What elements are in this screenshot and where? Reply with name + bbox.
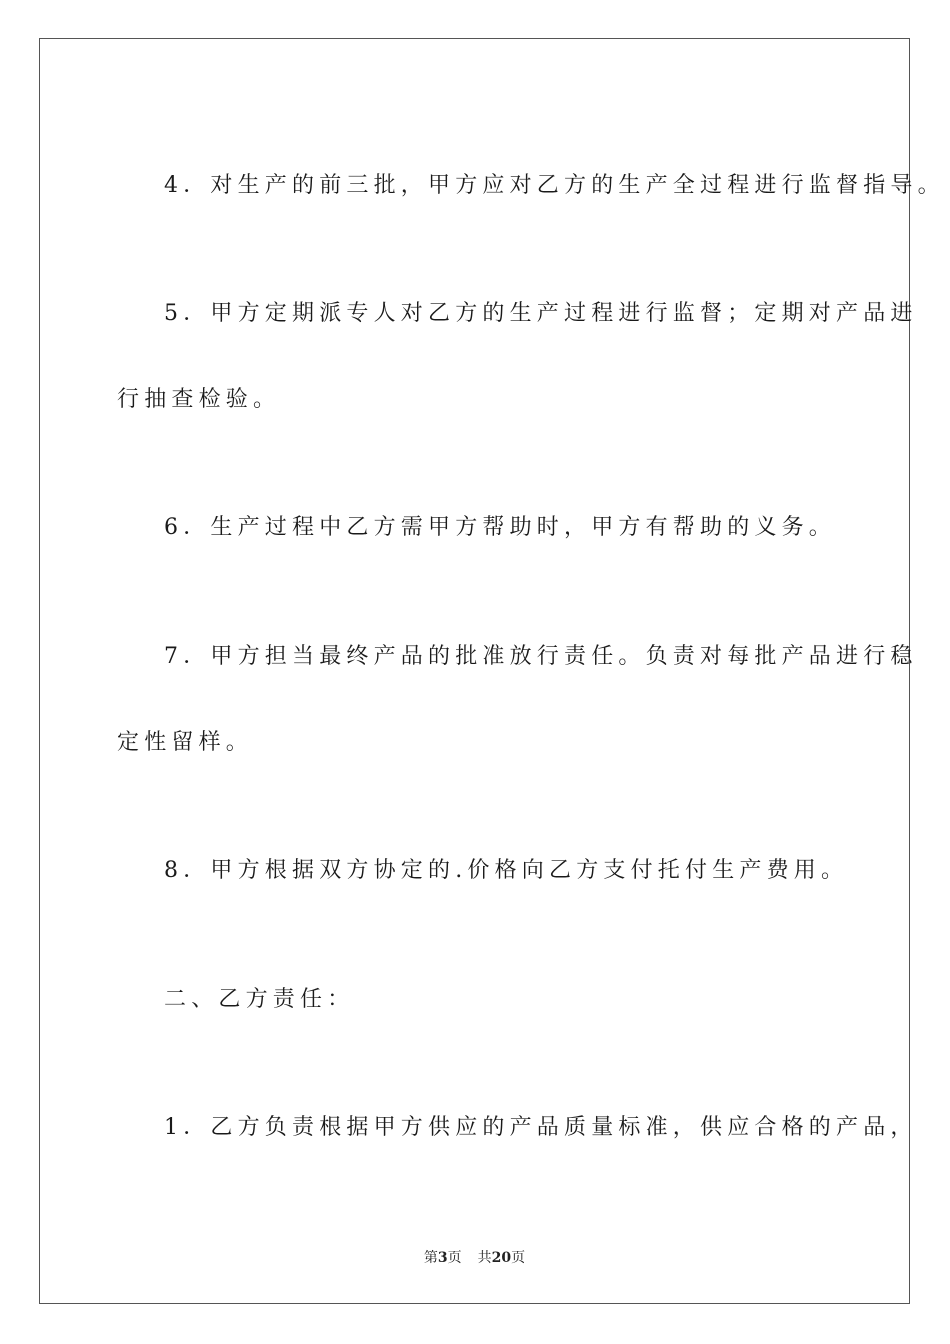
page-frame	[39, 38, 945, 1304]
paragraph-line: 6．生产过程中乙方需甲方帮助时，甲方有帮助的义务。	[164, 515, 836, 540]
paragraph-line: 定性留样。	[117, 730, 254, 755]
total-pages-label: 共20页	[477, 1250, 526, 1266]
page-footer	[40, 1249, 909, 1267]
paragraph-line: 4．对生产的前三批，甲方应对乙方的生产全过程进行监督指导。	[164, 173, 945, 198]
paragraph-line: 1．乙方负责根据甲方供应的产品质量标准，供应合格的产品，	[164, 1115, 918, 1140]
paragraph-line: 7．甲方担当最终产品的批准放行责任。负责对每批产品进行稳	[164, 644, 918, 669]
page-number-label: 第3页	[423, 1250, 462, 1266]
paragraph-line: 行抽查检验。	[117, 387, 281, 412]
paragraph-line: 8．甲方根据双方协定的.价格向乙方支付托付生产费用。	[164, 858, 849, 883]
paragraph-line: 5．甲方定期派专人对乙方的生产过程进行监督；定期对产品进	[164, 301, 918, 326]
section-heading: 二、乙方责任：	[164, 987, 355, 1012]
